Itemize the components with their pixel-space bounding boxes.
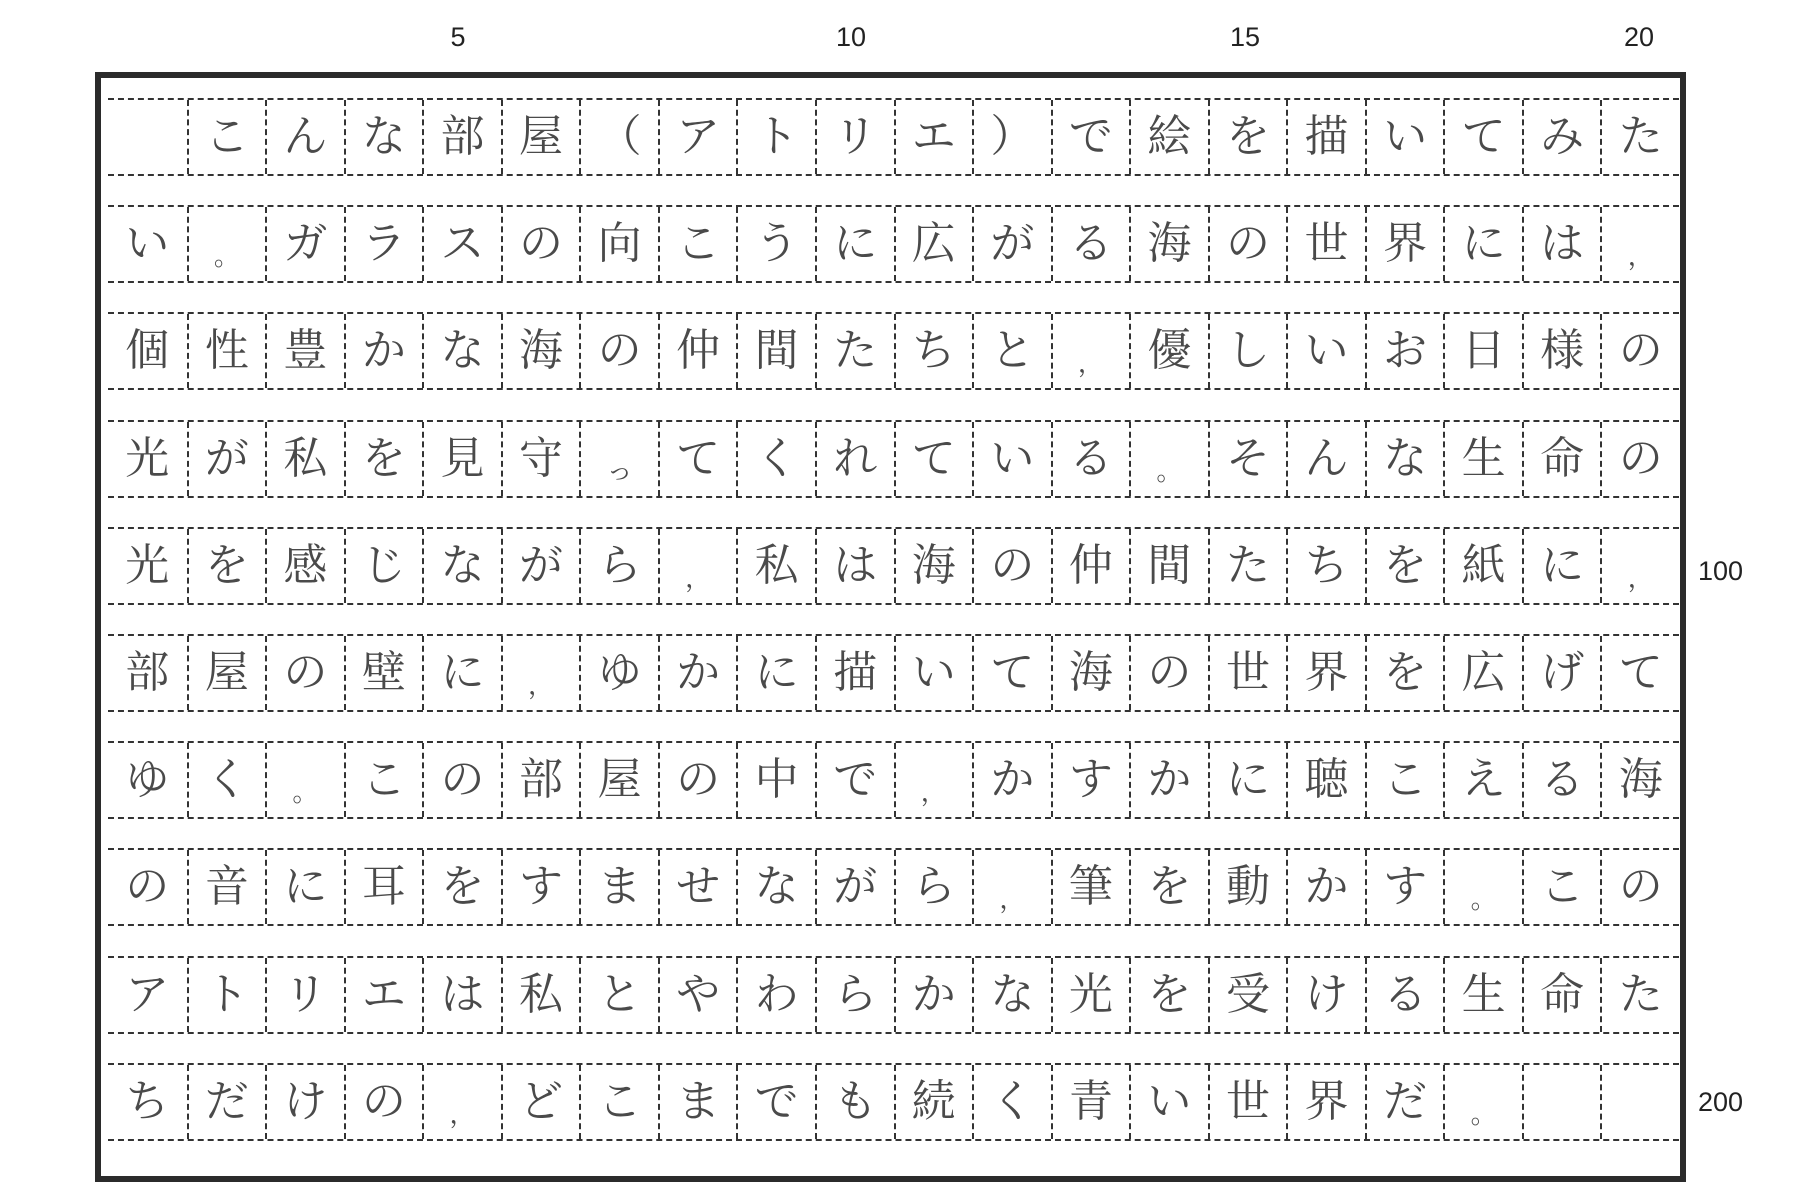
grid-cell: も [815, 1065, 894, 1139]
grid-cell: ア [658, 100, 737, 174]
grid-cell: 音 [187, 850, 266, 924]
grid-cell: 海 [501, 314, 580, 388]
grid-cell: に [1443, 207, 1522, 281]
grid-cell: で [736, 1065, 815, 1139]
grid-cell: 海 [1129, 207, 1208, 281]
grid-cell: 光 [125, 432, 170, 484]
grid-cell: か [1286, 850, 1365, 924]
grid-cell: 受 [1208, 958, 1287, 1032]
grid-cell: ， [422, 1065, 501, 1139]
manuscript-grid-frame [95, 72, 1686, 1182]
grid-cell: が [815, 850, 894, 924]
grid-cell: い [894, 636, 973, 710]
grid-cell: な [422, 529, 501, 603]
grid-cell: せ [658, 850, 737, 924]
grid-cell: リ [265, 958, 344, 1032]
grid-cell: で [1051, 100, 1130, 174]
grid-cell: の [501, 207, 580, 281]
grid-cell: の [422, 743, 501, 817]
grid-cell: 屋 [579, 743, 658, 817]
grid-cell: 見 [422, 422, 501, 496]
grid-cell: 日 [1443, 314, 1522, 388]
grid-cell: 世 [1208, 636, 1287, 710]
grid-cell: か [1129, 743, 1208, 817]
grid-cell: の [658, 743, 737, 817]
grid-cell: 私 [265, 422, 344, 496]
grid-cell: ち [1286, 529, 1365, 603]
grid-cell: て [658, 422, 737, 496]
grid-cell: 屋 [187, 636, 266, 710]
grid-cell: こ [658, 207, 737, 281]
grid-cell: て [972, 636, 1051, 710]
grid-cell: 様 [1522, 314, 1601, 388]
grid-cell: こ [344, 743, 423, 817]
grid-cell: 間 [736, 314, 815, 388]
grid-cell: か [972, 743, 1051, 817]
grid-cell: 。 [1443, 1065, 1522, 1139]
grid-cell: 間 [1129, 529, 1208, 603]
grid-cell: い [1286, 314, 1365, 388]
grid-cell: ま [579, 850, 658, 924]
grid-cell: い [125, 218, 170, 270]
grid-cell: す [1051, 743, 1130, 817]
grid-row [108, 312, 1679, 390]
grid-cell: ， [1051, 314, 1130, 388]
grid-cell: 界 [1286, 1065, 1365, 1139]
grid-cell: 生 [1443, 958, 1522, 1032]
grid-cell: す [1365, 850, 1444, 924]
grid-cell: く [972, 1065, 1051, 1139]
grid-cell: ゆ [125, 754, 170, 806]
grid-cell [1522, 1065, 1601, 1139]
grid-row [108, 420, 1679, 498]
grid-row [108, 205, 1679, 283]
grid-cell: が [187, 422, 266, 496]
grid-cell: ん [1286, 422, 1365, 496]
grid-cell: 絵 [1129, 100, 1208, 174]
grid-row [108, 956, 1679, 1034]
grid-cell: の [1600, 850, 1679, 924]
grid-cell: を [344, 422, 423, 496]
grid-cell: 守 [501, 422, 580, 496]
grid-cell: そ [1208, 422, 1287, 496]
grid-cell: の [579, 314, 658, 388]
grid-cell: ， [658, 529, 737, 603]
grid-cell: ラ [344, 207, 423, 281]
grid-cell: の [972, 529, 1051, 603]
grid-row [108, 527, 1679, 605]
grid-cell: 光 [125, 539, 170, 591]
grid-cell: を [1365, 636, 1444, 710]
grid-cell: た [1600, 100, 1679, 174]
grid-cell: 界 [1286, 636, 1365, 710]
grid-cell: 私 [501, 958, 580, 1032]
grid-cell: わ [736, 958, 815, 1032]
grid-cell: る [1522, 743, 1601, 817]
grid-cell: を [1208, 100, 1287, 174]
grid-cell: を [1365, 529, 1444, 603]
grid-cell: 向 [579, 207, 658, 281]
grid-cell: か [658, 636, 737, 710]
grid-cell: 優 [1129, 314, 1208, 388]
grid-cell: す [501, 850, 580, 924]
grid-cell: エ [894, 100, 973, 174]
grid-cell: ア [125, 968, 170, 1020]
grid-cell: お [1365, 314, 1444, 388]
grid-cell: っ [579, 422, 658, 496]
grid-cell: 私 [736, 529, 815, 603]
grid-cell: と [972, 314, 1051, 388]
grid-row [108, 1063, 1679, 1141]
grid-cell: リ [815, 100, 894, 174]
grid-cell: 壁 [344, 636, 423, 710]
grid-cell: 世 [1286, 207, 1365, 281]
grid-cell: る [1365, 958, 1444, 1032]
grid-cell: は [422, 958, 501, 1032]
grid-row [108, 634, 1679, 712]
grid-cell: （ [579, 100, 658, 174]
grid-cell: こ [1522, 850, 1601, 924]
grid-cell: ト [736, 100, 815, 174]
grid-cell: 仲 [658, 314, 737, 388]
grid-cell: 個 [125, 325, 170, 377]
grid-cell: れ [815, 422, 894, 496]
grid-cell: や [658, 958, 737, 1032]
column-marker-5: 5 [450, 22, 466, 52]
grid-cell: ガ [265, 207, 344, 281]
grid-cell: た [1208, 529, 1287, 603]
grid-cell: の [1129, 636, 1208, 710]
grid-cell: 紙 [1443, 529, 1522, 603]
grid-cell: な [422, 314, 501, 388]
grid-cell: く [187, 743, 266, 817]
grid-cell: ） [972, 100, 1051, 174]
grid-cell: 豊 [265, 314, 344, 388]
grid-cell: は [815, 529, 894, 603]
grid-cell: 動 [1208, 850, 1287, 924]
grid-cell: か [894, 958, 973, 1032]
grid-cell: が [501, 529, 580, 603]
grid-cell: 広 [1443, 636, 1522, 710]
grid-cell: 海 [894, 529, 973, 603]
grid-cell: け [265, 1065, 344, 1139]
grid-cell: み [1522, 100, 1601, 174]
grid-cell: 。 [187, 207, 266, 281]
column-marker-20: 20 [1623, 22, 1655, 52]
grid-cell: ち [894, 314, 973, 388]
grid-cell: ト [187, 958, 266, 1032]
grid-cell: 命 [1522, 422, 1601, 496]
grid-cell: 筆 [1051, 850, 1130, 924]
grid-cell: に [422, 636, 501, 710]
grid-cell: に [265, 850, 344, 924]
grid-cell: が [972, 207, 1051, 281]
column-marker-15: 15 [1229, 22, 1261, 52]
grid-cell: い [1365, 100, 1444, 174]
grid-cell: 中 [736, 743, 815, 817]
grid-cell: か [344, 314, 423, 388]
grid-cell: る [1051, 422, 1130, 496]
grid-cell: 広 [894, 207, 973, 281]
grid-cell: こ [1365, 743, 1444, 817]
grid-cell: の [125, 861, 170, 913]
grid-cell: だ [1365, 1065, 1444, 1139]
grid-cell: こ [579, 1065, 658, 1139]
grid-cell: い [972, 422, 1051, 496]
grid-cell: 。 [265, 743, 344, 817]
grid-cell: を [187, 529, 266, 603]
grid-cell: ゆ [579, 636, 658, 710]
grid-cell: え [1443, 743, 1522, 817]
grid-cell: で [815, 743, 894, 817]
grid-cell: な [972, 958, 1051, 1032]
grid-cell: し [1208, 314, 1287, 388]
column-marker-10: 10 [835, 22, 867, 52]
grid-cell: 部 [125, 647, 170, 698]
grid-cell: 部 [501, 743, 580, 817]
grid-cell: の [1208, 207, 1287, 281]
grid-cell: 光 [1051, 958, 1130, 1032]
grid-cell: 描 [815, 636, 894, 710]
grid-cell: た [1600, 958, 1679, 1032]
grid-cell: エ [344, 958, 423, 1032]
grid-cell: 描 [1286, 100, 1365, 174]
grid-cell: て [1600, 636, 1679, 710]
grid-cell: ち [125, 1075, 170, 1127]
row-marker-100: 100 [1698, 556, 1744, 586]
grid-cell: 性 [187, 314, 266, 388]
grid-cell: ， [1600, 529, 1679, 603]
grid-cell: 屋 [501, 100, 580, 174]
grid-cell: ス [422, 207, 501, 281]
grid-cell: 感 [265, 529, 344, 603]
grid-cell: を [1129, 958, 1208, 1032]
grid-cell: 海 [1600, 743, 1679, 817]
grid-cell: こ [187, 100, 266, 174]
grid-cell: 世 [1208, 1065, 1287, 1139]
grid-cell: ら [894, 850, 973, 924]
grid-cell: ま [658, 1065, 737, 1139]
grid-cell: た [815, 314, 894, 388]
grid-cell: に [815, 207, 894, 281]
grid-cell: 聴 [1286, 743, 1365, 817]
grid-cell: 。 [1129, 422, 1208, 496]
grid-cell: く [736, 422, 815, 496]
grid-cell: う [736, 207, 815, 281]
grid-cell: な [344, 100, 423, 174]
grid-cell: ど [501, 1065, 580, 1139]
grid-cell: な [736, 850, 815, 924]
grid-cell: ， [501, 636, 580, 710]
grid-cell: 続 [894, 1065, 973, 1139]
grid-cell: ら [579, 529, 658, 603]
grid-row [108, 98, 1679, 176]
grid-cell: ， [1600, 207, 1679, 281]
grid-cell: 仲 [1051, 529, 1130, 603]
grid-cell: を [1129, 850, 1208, 924]
grid-cell: 海 [1051, 636, 1130, 710]
grid-cell: ら [815, 958, 894, 1032]
grid-cell: に [1208, 743, 1287, 817]
grid-cell: と [579, 958, 658, 1032]
grid-cell: ， [894, 743, 973, 817]
grid-cell: 命 [1522, 958, 1601, 1032]
grid-cell: の [1600, 422, 1679, 496]
grid-cell: い [1129, 1065, 1208, 1139]
grid-row [108, 741, 1679, 819]
grid-row [108, 848, 1679, 926]
grid-cell: の [344, 1065, 423, 1139]
grid-cell: て [894, 422, 973, 496]
grid-cell: ん [265, 100, 344, 174]
grid-cell: て [1443, 100, 1522, 174]
grid-cell: け [1286, 958, 1365, 1032]
grid-cell: じ [344, 529, 423, 603]
grid-cell: 耳 [344, 850, 423, 924]
grid-cell: 部 [422, 100, 501, 174]
grid-cell: 。 [1443, 850, 1522, 924]
grid-cell [108, 100, 187, 174]
grid-cell [1600, 1065, 1679, 1139]
grid-cell: の [1600, 314, 1679, 388]
grid-cell: を [422, 850, 501, 924]
grid-cell: る [1051, 207, 1130, 281]
grid-cell: に [736, 636, 815, 710]
grid-cell: だ [187, 1065, 266, 1139]
grid-cell: 界 [1365, 207, 1444, 281]
grid-cell: 青 [1051, 1065, 1130, 1139]
grid-cell: は [1522, 207, 1601, 281]
grid-cell: 生 [1443, 422, 1522, 496]
grid-cell: な [1365, 422, 1444, 496]
grid-cell: げ [1522, 636, 1601, 710]
grid-cell: ， [972, 850, 1051, 924]
grid-cell: に [1522, 529, 1601, 603]
grid-cell: の [265, 636, 344, 710]
row-marker-200: 200 [1698, 1087, 1744, 1117]
